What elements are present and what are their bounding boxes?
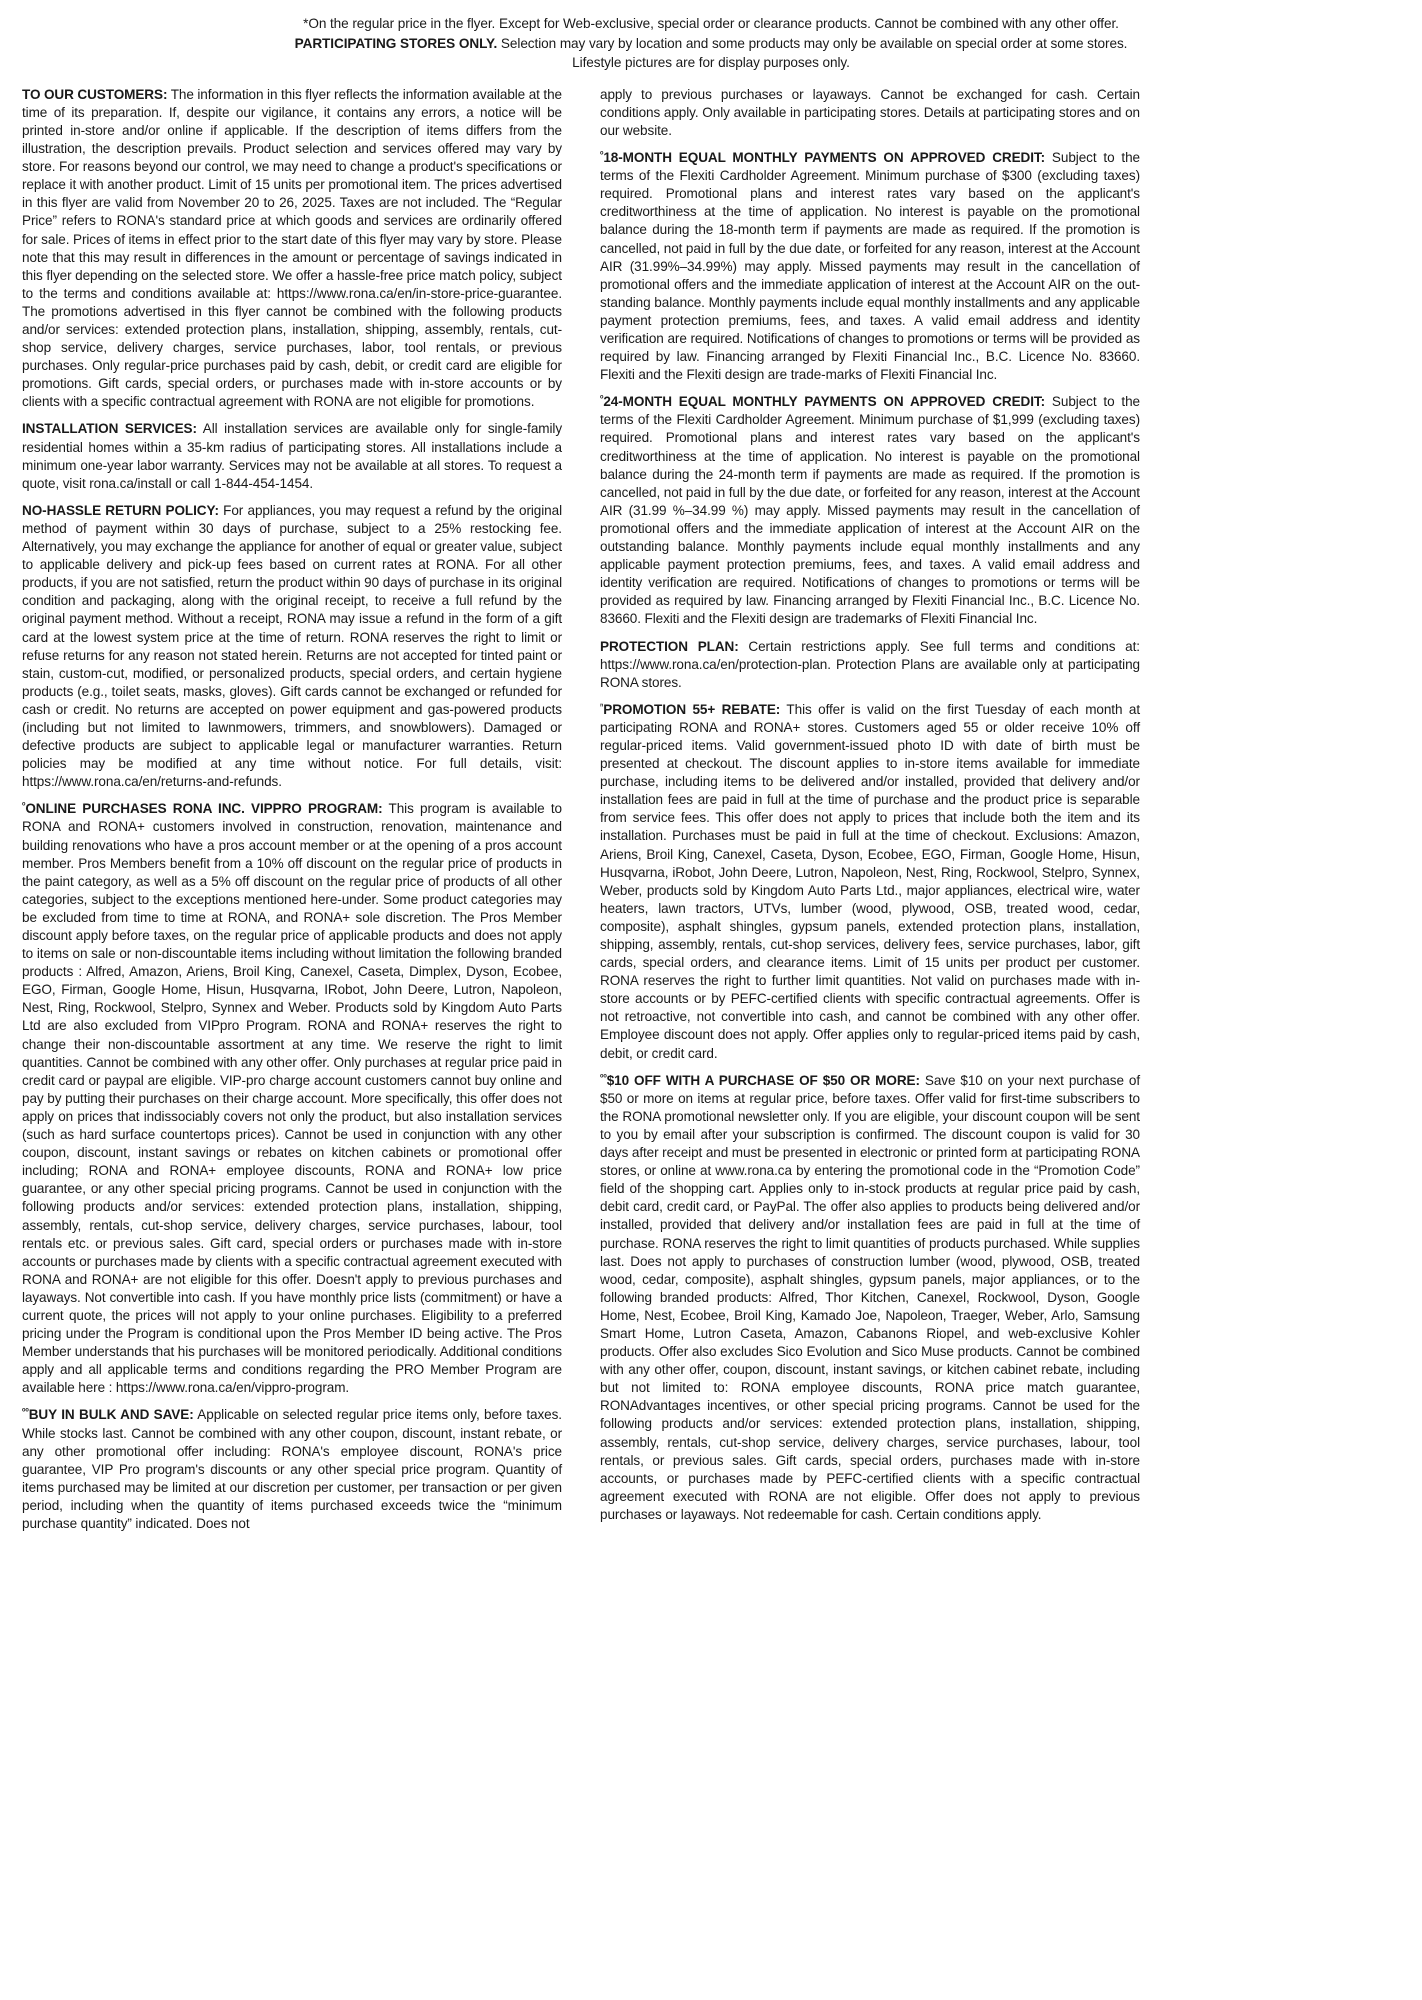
clause-body: Subject to the terms of the Flexiti Cardholder Agreement. Minimum purchase of $300 (excluding taxes) required. Promotional plans and interest rates vary based on the applicant's creditworthiness at the time of application. No interest is payable on the promotional balance during the 18-month term if payments are made as required. If the promotion is cancelled, not paid in full by the due date, or forfeited for any reason, interest at the Account AIR (31.99%–34.99%) may apply. Missed payments may result in the cancellation of promotional offers and the immediate application of interest at the Account AIR on the out-standing balance. Monthly payments include equal monthly installments and any applicable payment protection premiums, fees, and taxes. A valid email address and identity verification are required. Notifications of changes to promotions or terms will be provided as required by law. Financing arranged by Flexiti Financial Inc., B.C. Licence No. 83660. Flexiti and the Flexiti design are trade-marks of Flexiti Financial Inc. <box>600 150 1140 383</box>
clause-body: This program is available to RONA and RONA+ customers involved in construction, renovation, maintenance and building renovations who have a pros account member or at the opening of a pros account member. Pros Members benefit from a 10% off discount on the regular price of products in the paint category, as well as a 5% off discount on the regular price of products of all other categories, subject to the exceptions mentioned here-under. Some product categories may be excluded from time to time at RONA, and RONA+ sole discretion. The Pros Member discount apply before taxes, on the regular price of applicable products and does not apply to items on sale or non-discountable items including without limitation the following branded products : Alfred, Amazon, Ariens, Broil King, Canexel, Caseta, Dimplex, Dyson, Ecobee, EGO, Firman, Google Home, Hisun, Husqvarna, IRobot, John Deere, Lutron, Napoleon, Nest, Ring, Rockwool, Stelpro, Synnex and Weber. Products sold by Kingdom Auto Parts Ltd are also excluded from VIPpro Program. RONA and RONA+ reserves the right to change their non-discountable assortment at any time. We reserve the right to limit quantities. Cannot be combined with any other offer. Only purchases at regular price paid in credit card or paypal are eligible. VIP-pro charge account customers cannot buy online and pay by putting their purchases on their charge account. More specifically, this offer does not apply on prices that indissociably covers not only the product, but also installation services (such as hard surface countertops prices). Cannot be used in conjunction with any other coupon, discount, instant savings or rebates on kitchen cabinets or promotional offer including; RONA and RONA+ employee discounts, RONA and RONA+ low price guarantee, or any other special pricing programs. Cannot be used in conjunction with the following products and/or services: extended protection plans, installation, shipping, assembly, rentals, cut-shop service, delivery charges, service purchases, labour, tool rentals etc. or previous sales. Gift card, special orders or purchases made with in-store accounts or purchases made by clients with a specific contractual agreement executed with RONA and RONA+ are not eligible for this offer. Doesn't apply to previous purchases and layaways. Not convertible into cash. If you have monthly price lists (commitment) or have a current quote, the prices will not apply to your online purchases. Eligibility to a preferred pricing under the Program is conditional upon the Pros Member ID being active. The Pros Member understands that his purchases will be monitored periodically. Additional conditions apply and all applicable terms and conditions regarding the PRO Member Program are available here : https://www.rona.ca/en/vippro-program. <box>22 801 562 1396</box>
clause-heading: 18-MONTH EQUAL MONTHLY PAYMENTS ON APPROVED CREDIT: <box>603 150 1046 166</box>
clause-paragraph <box>600 701 1140 1063</box>
clause-heading: BUY IN BULK AND SAVE: <box>28 1407 194 1423</box>
clause-heading: ONLINE PURCHASES RONA INC. VIPPRO PROGRAM: <box>25 801 383 817</box>
clause-paragraph <box>22 502 562 792</box>
clause-heading: 24-MONTH EQUAL MONTHLY PAYMENTS ON APPROVED CREDIT: <box>603 394 1046 410</box>
clause-heading: NO-HASSLE RETURN POLICY: <box>22 502 219 518</box>
footnote-marker: ᵒ <box>600 392 604 403</box>
footnote-marker: ᵒ <box>600 148 604 159</box>
clause-paragraph <box>600 86 1140 140</box>
preamble-line-2-rest: Selection may vary by location and some products may only be available on special order at some stores. <box>497 35 1128 51</box>
clause-body: Save $10 on your next purchase of $50 or more on items at regular price, before taxes. Offer valid for first-time subscribers to the RONA promotional newsletter only. If you are eligible, your discount coupon will be sent to you by email after your subscription is confirmed. The discount coupon is valid for 30 days after receipt and must be presented in electronic or printed form at participating RONA stores, or online at www.rona.ca by entering the promotional code in the “Promotion Code” field of the shopping cart. Applies only to in-stock products at regular price paid by cash, debit card, credit card, or PayPal. The offer also applies to products being delivered and/or installed, provided that delivery and/or installation fees are paid in full at the time of purchase. RONA reserves the right to limit quantities of products purchased. While supplies last. Does not apply to purchases of construction lumber (wood, plywood, OSB, treated wood, cedar, composite), asphalt shingles, gypsum panels, major appliances, or to the following branded products: Alfred, Thor Kitchen, Canexel, Rockwool, Dyson, Google Home, Nest, Ecobee, Broil King, Kamado Joe, Napoleon, Traeger, Weber, Arlo, Samsung Smart Home, Lutron Caseta, Amazon, Cabanons Riopel, and web-exclusive Kohler products. Offer also excludes Sico Evolution and Sico Muse products. Cannot be combined with any other offer, coupon, discount, instant savings, or kitchen cabinet rebate, including but not limited to: RONA employee discounts, RONA price match guarantee, RONAdvantages incentives, or other special pricing programs. Cannot be used for the following products and/or services: extended protection plans, installation, shipping, assembly, rentals, cut-shop service, delivery charges, service purchases, labour, tool rentals, or previous sales. Gift cards, special orders, purchases made with in-store accounts, or purchases made by PEFC-certified clients with a specific contractual agreement executed with RONA are not eligible. Offer does not apply to previous purchases or layaways. Not redeemable for cash. Certain conditions apply. <box>600 1072 1140 1522</box>
clause-body: Certain restrictions apply. See full terms and conditions at: https://www.rona.ca/en/protection-plan. Protection Plans are available only at participating RONA stores. <box>600 638 1140 690</box>
clause-heading: PROTECTION PLAN: <box>600 638 739 654</box>
preamble-line-2 <box>142 34 1280 54</box>
clause-body: This offer is valid on the first Tuesday of each month at participating RONA and RONA+ stores. Customers aged 55 or older receive 10% off regular-priced items. Valid government-issued photo ID with date of birth must be presented at checkout. The discount applies to in-store items available for immediate purchase, including items to be delivered and/or installed, provided that delivery and/or installation fees are paid in full at the time of purchase and the product price is separable from service fees. This offer does not apply to prices that include both the item and its installation. Purchases must be paid in full at the time of checkout. Exclusions: Amazon, Ariens, Broil King, Canexel, Caseta, Dyson, Ecobee, EGO, Firman, Google Home, Hisun, Husqvarna, iRobot, John Deere, Lutron, Napoleon, Nest, Ring, Rockwool, Stelpro, Synnex, Weber, products sold by Kingdom Auto Parts Ltd., major appliances, electrical wire, water heaters, lawn tractors, UTVs, lumber (wood, plywood, OSB, treated wood, cedar, composite), asphalt shingles, gypsum panels, extended protection plans, installation, shipping, assembly, rentals, cut-shop services, delivery fees, service purchases, labor, gift cards, special orders, and clearance items. Limit of 15 units per product per customer. RONA reserves the right to further limit quantities. Not valid on purchases made with in-store accounts or by PEFC-certified clients with specific contractual agreements. Offer is not retroactive, not convertible into cash, and cannot be combined with any other offer. Employee discount does not apply. Offer applies only to regular-priced items paid by cash, debit, or credit card. <box>600 701 1140 1061</box>
clause-heading: TO OUR CUSTOMERS: <box>22 86 168 102</box>
clause-body: Subject to the terms of the Flexiti Cardholder Agreement. Minimum purchase of $1,999 (excluding taxes) required. Promotional plans and interest rates vary based on the applicant's creditworthiness at the time of application. No interest is payable on the promotional balance during the 24-month term if payments are made as required. If the promotion is cancelled, not paid in full by the due date, or forfeited for any reason, interest at the Account AIR (31.99 %–34.99 %) may apply. Missed payments may result in the cancellation of promotional offers and the immediate application of interest at the Account AIR on the outstanding balance. Monthly payments include equal monthly installments and any applicable payment protection premiums, fees, and taxes. A valid email address and identity verification are required. Notifications of changes to promotions or terms will be provided as required by law. Financing arranged by Flexiti Financial Inc., B.C. Licence No. 83660. Flexiti and the Flexiti design are trademarks of Flexiti Financial Inc. <box>600 394 1140 627</box>
clause-body: Applicable on selected regular price items only, before taxes. While stocks last. Cannot be combined with any other coupon, discount, instant rebate, or any other promotional offer including: RONA's employee discount, RONA's price guarantee, VIP Pro program's discounts or any other special price program. Quantity of items purchased may be limited at our discretion per customer, per transaction or per given period, including when the quantity of items purchased exceeds twice the “minimum purchase quantity” indicated. Does not <box>22 1407 562 1531</box>
clause-heading: PROMOTION 55+ REBATE: <box>603 701 781 717</box>
footnote-marker: ᵒ <box>22 799 26 810</box>
clause-body: All installation services are available only for single-family residential homes within a 35-km radius of participating stores. All installations include a minimum one-year labor warranty. Services may not be available at all stores. To request a quote, visit rona.ca/install or call 1-844-454-1454. <box>22 421 563 491</box>
clause-heading: INSTALLATION SERVICES: <box>22 421 197 437</box>
footnote-marker: ᵒᵒ <box>600 1071 607 1082</box>
clause-paragraph <box>600 149 1140 384</box>
right-column <box>600 86 1140 1524</box>
left-column <box>22 86 562 1533</box>
clause-paragraph <box>22 86 562 412</box>
clause-body: apply to previous purchases or layaways. Cannot be exchanged for cash. Certain conditions apply. Only available in participating stores. Details at participating stores and on our website. <box>600 86 1140 138</box>
footnote-marker: ᵒᵒ <box>22 1405 29 1416</box>
clause-paragraph <box>600 393 1140 628</box>
clause-body: The information in this flyer reflects the information available at the time of its preparation. If, despite our vigilance, it contains any errors, a notice will be printed in-store and/or online if applicable. If the description of items differs from the illustration, the description prevails. Product selection and services offered may vary by store. For reasons beyond our control, we may need to change a product's specifications or replace it with another product. Limit of 15 units per promotional item. The prices advertised in this flyer are valid from November 20 to 26, 2025. Taxes are not included. The “Regular Price” refers to RONA's standard price at which goods and services are ordinarily offered for sale. Prices of items in effect prior to the start date of this flyer may vary by store. Please note that this may result in differences in the amount or percentage of savings indicated in this flyer depending on the selected store. We offer a hassle-free price match policy, subject to the terms and conditions available at: https://www.rona.ca/en/in-store-price-guarantee. The promotions advertised in this flyer cannot be combined with the following products and/or services: extended protection plans, installation, shipping, assembly, rentals, cut-shop service, delivery charges, service purchases, labor, tool rentals, or previous purchases. Only regular-price purchases paid by cash, debit, or credit card are eligible for promotions. Gift cards, special orders, or purchases made with in-store accounts or by clients with a specific contractual agreement with RONA are not eligible for promotions. <box>22 86 562 410</box>
clause-paragraph <box>22 1406 562 1533</box>
preamble-block <box>22 14 1400 73</box>
footnote-marker: ⁿ <box>600 700 604 711</box>
preamble-line-1: *On the regular price in the flyer. Except for Web-exclusive, special order or clearance products. Cannot be combined with any other offer. <box>303 16 1119 31</box>
clause-paragraph <box>22 420 562 492</box>
clause-paragraph <box>600 1072 1140 1524</box>
participating-stores-label: PARTICIPATING STORES ONLY. <box>294 35 498 51</box>
clause-body: For appliances, you may request a refund by the original method of payment within 30 days of purchase, subject to a 25% restocking fee. Alternatively, you may exchange the appliance for another of equal or greater value, subject to applicable delivery and pick-up fees based on current rates at RONA. For all other products, if you are not satisfied, return the product within 90 days of purchase in its original condition and packaging, along with the original receipt, to receive a full refund by the original payment method. Without a receipt, RONA may issue a refund in the form of a gift card at the lowest system price at the time of return. RONA reserves the right to limit or refuse returns for any reason not stated herein. Returns are not accepted for tinted paint or stain, custom-cut, modified, or personalized products, special orders, and certain hygiene products (e.g., toilet seats, masks, gloves). Gift cards cannot be exchanged or refunded for cash or credit. No returns are accepted on power equipment and gas-powered products (including but not limited to lawnmowers, trimmers, and snowblowers). Damaged or defective products are subject to applicable legal or manufacturer warranties. Return policies may be modified at any time without notice. For full details, visit: https://www.rona.ca/en/returns-and-refunds. <box>22 502 563 790</box>
preamble-line-3: Lifestyle pictures are for display purposes only. <box>572 55 850 71</box>
two-column-layout <box>22 86 1400 1533</box>
clause-paragraph <box>22 800 562 1397</box>
clause-paragraph <box>600 638 1140 692</box>
clause-heading: $10 OFF WITH A PURCHASE OF $50 OR MORE: <box>606 1072 920 1088</box>
